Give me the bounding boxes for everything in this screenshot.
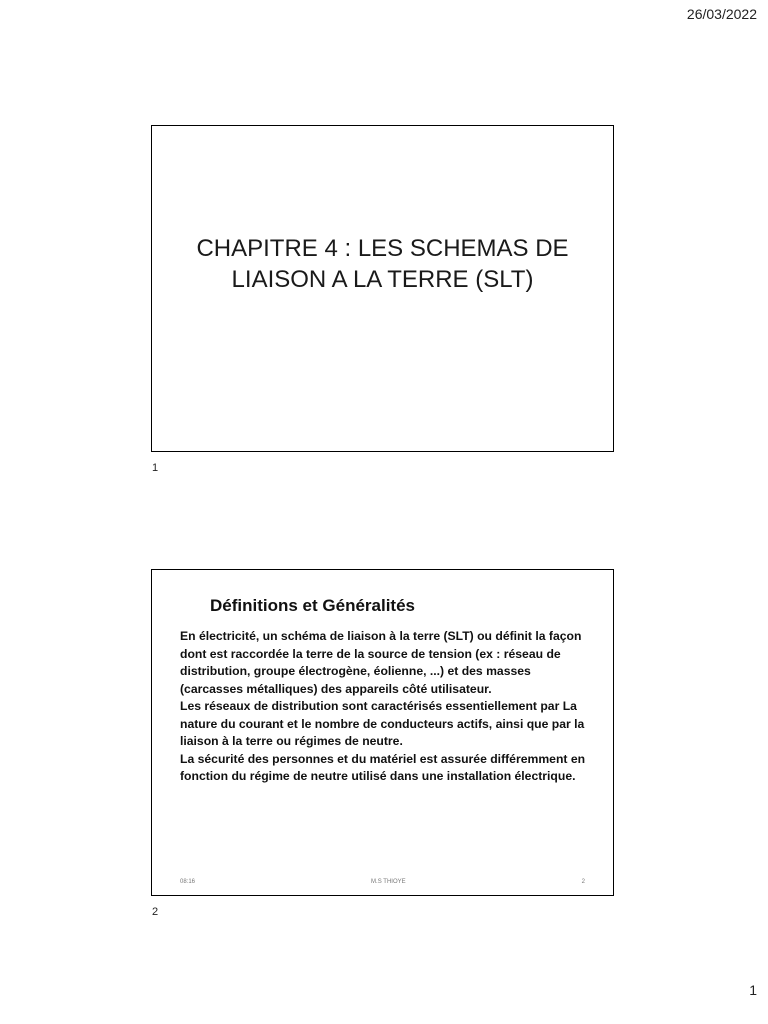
body-paragraph: La sécurité des personnes et du matériel est assurée différemment en fonction du régime de neutre utilisé dans une installation électrique.: [180, 751, 586, 783]
slide-1: [151, 125, 614, 452]
page-date: 26/03/2022: [686, 6, 757, 22]
slide-number-2: 2: [152, 906, 159, 918]
chapter-title: CHAPITRE 4 : LES SCHEMAS DE LIAISON A LA TERRE (SLT): [196, 235, 569, 293]
slide-2: [151, 569, 614, 896]
slide-number-1: 1: [152, 462, 159, 474]
page-number: 1: [749, 982, 757, 998]
slide-body: [180, 628, 595, 786]
footer-time: 08:16: [180, 879, 196, 885]
footer-author: M.S THIOYE: [371, 879, 406, 885]
body-paragraph: Les réseaux de distribution sont caractérisés essentiellement par La nature du courant et le nombre de conducteurs actifs, ainsi que par la liaison à la terre ou régimes de neutre.: [180, 699, 585, 748]
body-paragraph: En électricité, un schéma de liaison à la terre (SLT) ou définit la façon dont est raccordée la terre de la source de tension (ex : réseau de distribution, groupe électrogène, éolienne, ...) et des masses (carcasses métalliques) des appareils côté utilisateur.: [180, 629, 582, 696]
slide-footer: [180, 879, 585, 885]
section-heading: Définitions et Généralités: [210, 596, 415, 615]
footer-slide-number: 2: [581, 879, 585, 885]
